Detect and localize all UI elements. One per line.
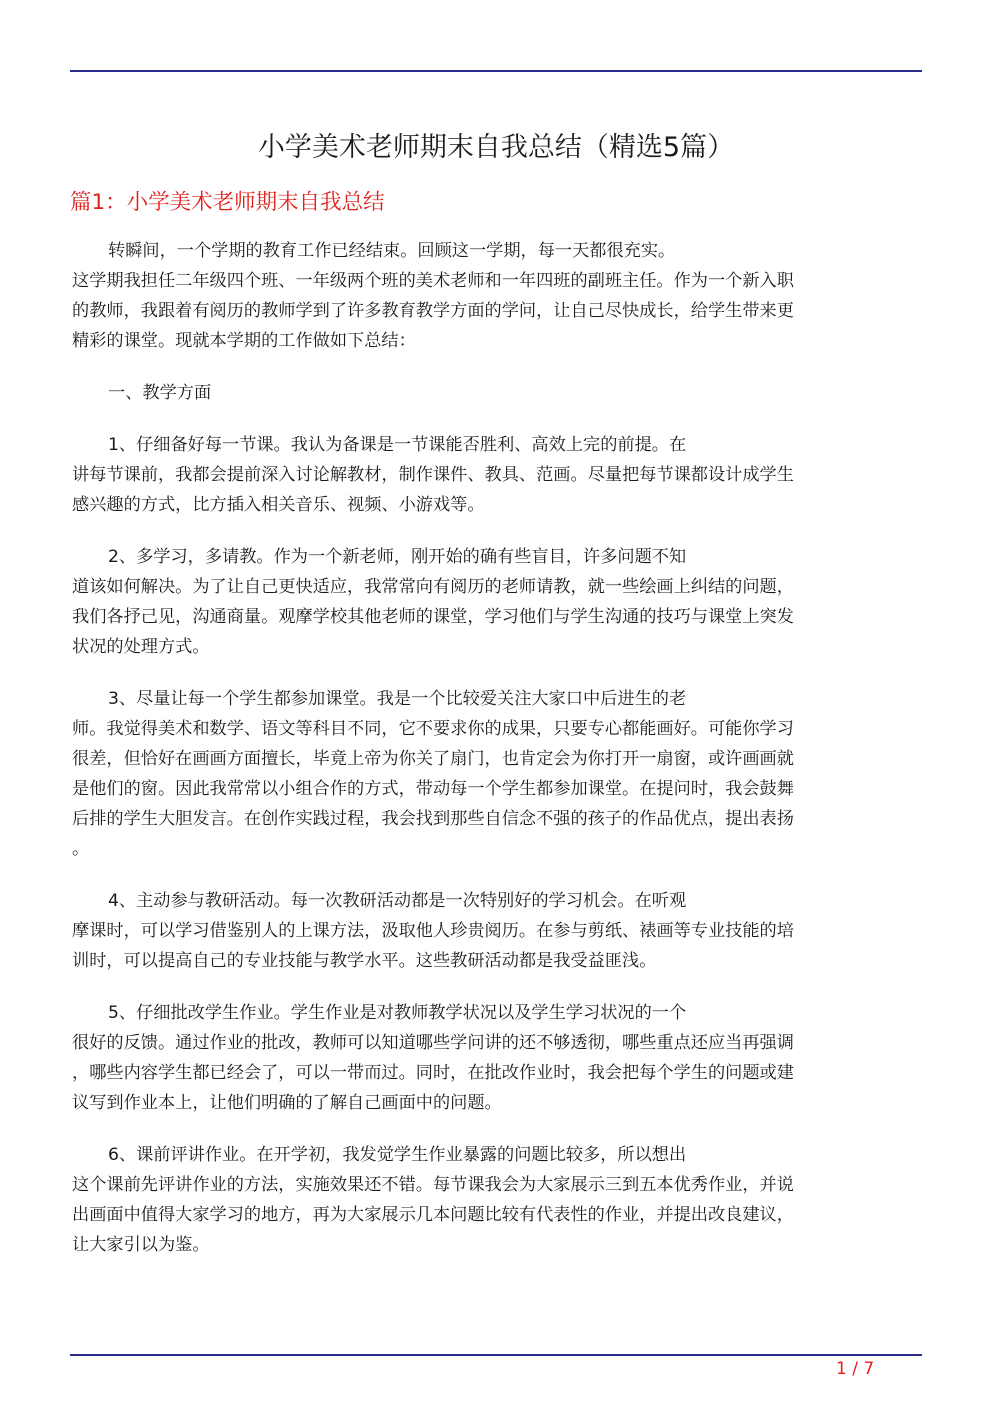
text-line: 摩课时，可以学习借鉴别人的上课方法，汲取他人珍贵阅历。在参与剪纸、裱画等专业技能的培 — [72, 921, 794, 941]
document-body — [72, 236, 922, 1282]
text-line: 训时，可以提高自己的专业技能与教学水平。这些教研活动都是我受益匪浅。 — [72, 951, 657, 971]
text-line: 这个课前先评讲作业的方法，实施效果还不错。每节课我会为大家展示三到五本优秀作业，并说 — [72, 1175, 794, 1195]
text-line: 让大家引以为鉴。 — [72, 1235, 210, 1255]
text-line: 师。我觉得美术和数学、语文等科目不同，它不要求你的成果，只要专心都能画好。可能你学习 — [72, 719, 794, 739]
text-line: 很好的反馈。通过作业的批改，教师可以知道哪些学问讲的还不够透彻，哪些重点还应当再强调 — [72, 1033, 794, 1053]
text-line: 一、教学方面 — [108, 383, 212, 403]
text-line: 2、多学习，多请教。作为一个新老师，刚开始的确有些盲目，许多问题不知 — [108, 547, 687, 567]
text-line: 精彩的课堂。现就本学期的工作做如下总结： — [72, 331, 416, 351]
text-line: 很差，但恰好在画画方面擅长，毕竟上帝为你关了扇门，也肯定会为你打开一扇窗，或许画画就 — [72, 749, 794, 769]
section-heading: 篇1：小学美术老师期末自我总结 — [70, 190, 385, 215]
text-line: 后排的学生大胆发言。在创作实践过程，我会找到那些自信念不强的孩子的作品优点，提出表扬 — [72, 809, 794, 829]
paragraph-item-2 — [72, 542, 922, 662]
text-line: 6、课前评讲作业。在开学初，我发觉学生作业暴露的问题比较多，所以想出 — [108, 1145, 687, 1165]
text-line: 转瞬间，一个学期的教育工作已经结束。回顾这一学期，每一天都很充实。 — [108, 241, 676, 261]
paragraph-item-4 — [72, 886, 922, 976]
page-number: 1 / 7 — [836, 1359, 875, 1379]
text-line: 道该如何解决。为了让自己更快适应，我常常向有阅历的老师请教，就一些绘画上纠结的问题， — [72, 577, 794, 597]
text-line: 4、主动参与教研活动。每一次教研活动都是一次特别好的学习机会。在听观 — [108, 891, 687, 911]
text-line: 出画面中值得大家学习的地方，再为大家展示几本问题比较有代表性的作业，并提出改良建议， — [72, 1205, 794, 1225]
footer-rule — [70, 1354, 922, 1356]
text-line: ，哪些内容学生都已经会了，可以一带而过。同时，在批改作业时，我会把每个学生的问题或建 — [72, 1063, 794, 1083]
text-line: 的教师，我跟着有阅历的教师学到了许多教育教学方面的学问，让自己尽快成长，给学生带来更 — [72, 301, 794, 321]
paragraph-item-6 — [72, 1140, 922, 1260]
text-line: 这学期我担任二年级四个班、一年级两个班的美术老师和一年四班的副班主任。作为一个新入职 — [72, 271, 794, 291]
document-title: 小学美术老师期末自我总结（精选5篇） — [257, 132, 735, 163]
text-line: 1、仔细备好每一节课。我认为备课是一节课能否胜利、高效上完的前提。在 — [108, 435, 687, 455]
text-line: 我们各抒己见，沟通商量。观摩学校其他老师的课堂，学习他们与学生沟通的技巧与课堂上突发 — [72, 607, 794, 627]
text-line: 状况的处理方式。 — [72, 637, 210, 657]
paragraph-item-3 — [72, 684, 922, 864]
text-line: 感兴趣的方式，比方插入相关音乐、视频、小游戏等。 — [72, 495, 485, 515]
paragraph-intro — [72, 236, 922, 356]
header-rule — [70, 70, 922, 72]
text-line: 议写到作业本上，让他们明确的了解自己画面中的问题。 — [72, 1093, 502, 1113]
text-line: 3、尽量让每一个学生都参加课堂。我是一个比较爱关注大家口中后进生的老 — [108, 689, 687, 709]
text-line: 讲每节课前，我都会提前深入讨论解教材，制作课件、教具、范画。尽量把每节课都设计成学生 — [72, 465, 794, 485]
text-line: 。 — [72, 839, 90, 859]
paragraph-teaching-heading — [72, 378, 922, 408]
paragraph-item-1 — [72, 430, 922, 520]
text-line: 是他们的窗。因此我常常以小组合作的方式，带动每一个学生都参加课堂。在提问时，我会鼓舞 — [72, 779, 794, 799]
paragraph-item-5 — [72, 998, 922, 1118]
text-line: 5、仔细批改学生作业。学生作业是对教师教学状况以及学生学习状况的一个 — [108, 1003, 687, 1023]
